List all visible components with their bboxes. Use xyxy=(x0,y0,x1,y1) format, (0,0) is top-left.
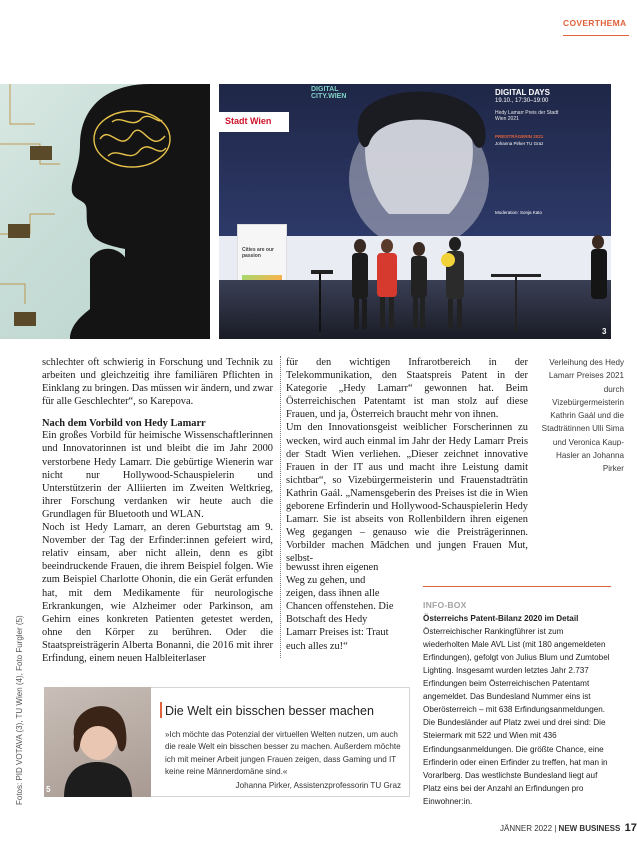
column-2-tail: bewusst ihren eigenen Weg zu gehen, und zeigen, dass ihnen alle Chancen offenstehen. Die Botschaft des Hedy Lamarr Preises ist: Traut euch alles zu!“ xyxy=(286,562,394,652)
section-label: COVERTHEMA xyxy=(563,18,627,28)
quote-title: Die Welt ein bisschen besser machen xyxy=(165,704,374,718)
column-divider xyxy=(280,356,281,658)
quote-author: Johanna Pirker, Assistenzprofessorin TU Graz xyxy=(235,781,401,790)
photo-caption: Verleihung des Hedy Lamarr Preises 2021 durch Vizebürgermeisterin Kathrin Gaál und die Stadträtinnen Ulli Sima und Veronica Kaup-Hasler an Johanna Pirker xyxy=(541,358,624,474)
screen-title: DIGITAL DAYS xyxy=(495,88,550,97)
paragraph: schlechter oft schwierig in Forschung und Technik zu arbeiten und gleichzeitig ihre familiären Pflichten in Einklang zu bringen. Das müssen wir ändern, und zwar für alle Geschlechter“, so Karepova. xyxy=(42,357,273,408)
photo-number: 3 xyxy=(602,327,607,336)
column-2 xyxy=(286,356,528,566)
info-box xyxy=(423,599,611,808)
paragraph: Um den Innovationsgeist weiblicher Forscherinnen zu wecken, wird auch einmal im Jahr der Hedy Lamarr Preis der Stadt Wien verliehen. „Dieser zeichnet innovative Frauen in der IT aus und macht ihre Leistung damit sichtbar“, so Vizebürgermeisterin und Frauenstadträtin Kathrin Gaál. „Namensgeberin des Preises ist die in Wien geborene Erfinderin und Hollywood-Schauspielerin Hedy Lamarr. Sie ist abseits von Rollenbildern ihren eigenen Weg gegangen – genauso wie die Preisträgerinnen. Vorbilder machen Mädchen und jungen Frauen Mut, selbst- xyxy=(286,422,528,565)
stadt-wien-sign: Stadt Wien xyxy=(219,112,289,132)
screen-award: Hedy Lamarr Preis der Stadt Wien 2021 xyxy=(495,110,559,122)
photo-credit: Fotos: PID VOTAVA (3), TU Wien (4), Foto Furgler (5) xyxy=(15,615,24,805)
spacer xyxy=(42,408,273,418)
screen-logo: DIGITAL CITY.WIEN xyxy=(311,86,347,100)
info-box-rule xyxy=(423,586,611,587)
paragraph: für den wichtigen Infrarotbereich in der Telekommunikation, den Staatspreis Patent in der Kategorie „Hedy Lamarr“ gewonnen hat. Beim Österreichischen Patentamt ist man stolz auf diese Frauen, und ja, Österreich braucht mehr von ihnen. xyxy=(286,357,528,421)
photo-number: 5 xyxy=(46,785,51,794)
header-rule xyxy=(563,35,629,36)
roll-up-banner: Cities are our passion xyxy=(237,224,287,336)
silhouette-illustration xyxy=(0,84,210,339)
screen-moderation: Moderation: Sonja Kato xyxy=(495,210,543,215)
quote-accent-bar xyxy=(160,702,162,718)
paragraph: Ein großes Vorbild für heimische Wissenschaftlerinnen und Innovatorinnen ist und bleibt die im Jahr 2000 verstorbene Hedy Lamarr. Die gebürtige Wienerin war nicht nur Hollywood-Schauspielerin und Unterstützerin der Alliierten im Zweiten Weltkrieg, ihrer Forschung verdanken wir heute auch die Grundlagen für Bluetooth und WLAN. xyxy=(42,430,273,520)
column-1 xyxy=(42,356,273,665)
magazine-name: NEW BUSINESS xyxy=(558,824,621,833)
quote-text: »Ich möchte das Potenzial der virtuellen Welten nutzen, um auch die reale Welt ein bisschen besser zu machen. Außerdem möchte ich mit meiner Arbeit jungen Frauen zeigen, dass Gaming und IT keine reine Männerdomäne sind.« xyxy=(165,730,401,776)
screen-time: 19.10., 17:30–19:00 xyxy=(495,98,549,104)
paragraph: Noch ist Hedy Lamarr, an deren Geburtstag am 9. November der Tag der Erfinder:innen gefeiert wird, relativ einsam, aber nicht allein, denn es gibt beeindruckende Frauen, die ihrem Beispiel folgen. Wie zum Beispiel Charlotte Ohonin, die ein Gerät erfunden hat, mit dem Medikamente für neurologische Erkrankungen, wie Alzheimer oder Parkinson, am Gehirn eines konkreten Patienten getestet werden, ohne den Körper zu berühren. Oder die Staatspreisträgerin Alberta Bonanni, die 2016 mit ihrer Erfindung, einem neuen Halbleiterlaser xyxy=(42,522,273,664)
portrait-photo xyxy=(44,687,151,797)
page-number: 17 xyxy=(624,822,637,834)
photo-silhouette-brain xyxy=(0,84,210,339)
issue-date: JÄNNER 2022 | xyxy=(500,824,559,833)
screen-winner: Johanna Pirker TU Graz xyxy=(495,141,544,146)
subheading: Nach dem Vorbild von Hedy Lamarr xyxy=(42,418,206,430)
info-box-label: INFO-BOX xyxy=(423,600,467,610)
screen-winner-label: PREISTRÄGERIN 2021 xyxy=(495,134,544,139)
footer xyxy=(500,822,637,834)
info-box-title: Österreichs Patent-Bilanz 2020 im Detail xyxy=(423,614,579,624)
people-on-stage xyxy=(219,84,611,339)
photo-award-ceremony xyxy=(219,84,611,339)
info-box-text: Österreichischer Rankingführer ist zum wiederholten Male AVL List (mit 180 angemeldeten Erfindungen), gefolgt von Julius Blum und Zumtobel Lighting. Insgesamt wurden letztes Jahr 2.737 Erfindungen beim Österreichischen Patentamt angemeldet. Das Bundesland Nummer eins ist Oberösterreich – mit 638 Erfindungsanmeldungen. Die Bundesländer auf Platz zwei und drei sind: Die Steiermark mit 522 und Wien mit 436 Erfindungsanmeldungen. Die größte Chance, eine Erfinderin oder einen Erfinder zu treffen, hat man in Vorarlberg. Das westlichste Bundesland liegt auf Platz eins bei der Anzahl an Erfindungen pro Einwohner:in. xyxy=(423,627,610,806)
